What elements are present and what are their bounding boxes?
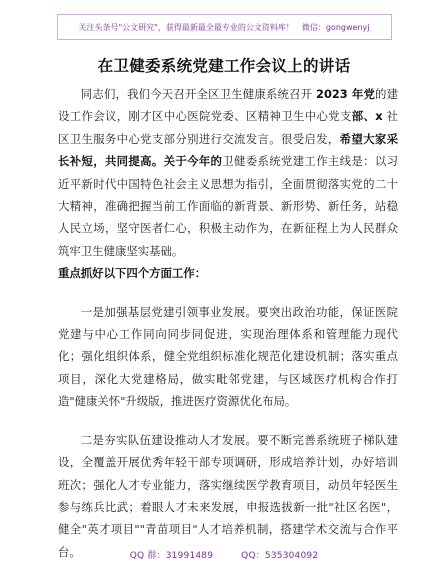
paragraph-opening xyxy=(58,83,398,262)
document-title: 在卫健委系统党建工作会议上的讲话 xyxy=(97,57,351,75)
banner-text: 关注头条号"公文研究"，获得最新最全最专业的公文资料库！ 微信：gongwenyj xyxy=(57,14,392,40)
document-body xyxy=(58,83,398,563)
text-run-bold: 部、 xyxy=(351,109,376,124)
text-run: 同志们，我们今天召开全区卫生健康系统召开 xyxy=(80,87,317,101)
paragraph-point-one: 一是加强基层党建引领事业发展。要突出政治功能，保证医院党建与中心工作同向同步同促进，实现治理体系和管理能力现代化；强化组织体系，健全党组织标准化规范化建设机制；落实重点项目，深化大党建格局，做实毗邻党建，与区域医疗机构合作打造"健康关怀"升级版，推进医疗资源优化布局。 xyxy=(58,304,398,409)
text-run-bold: 2023 年党 xyxy=(316,87,376,101)
footer-contact xyxy=(0,548,448,561)
paragraph-point-two: 二是夯实队伍建设推动人才发展。要不断完善系统班子梯队建设，全覆盖开展优秀年轻干部专项调研，形成培养计划，办好培训班次；强化人才专业能力，落实继续医学教育项目，动员年轻医生参与练兵比武；着眼人才未来发展，申报选拔新一批"社区名医"，健全"英才项目""青苗项目"人才培养机制，搭建学术交流与合作平台。 xyxy=(58,432,398,559)
text-run: 卫健委系统党 xyxy=(222,154,293,169)
paragraph-key-points: 重点抓好以下四个方面工作： xyxy=(58,266,207,281)
text-run: 的建设工作会议，刚才区中心医院党委、区精神卫生中心党支 xyxy=(58,87,398,124)
text-run-bold: 希望大家采长补短，共同提高。关于今年的 xyxy=(58,131,398,169)
text-run: 社区卫生服务中心党支部分别进行交流发言。很受启发， xyxy=(58,109,398,146)
text-run: 建工作主线是：以习近平新时代中国特色社会主义思想为指引，全面贯彻落实党的二十大精神，准确把握当前工作面临的新背景、新形势、新任务，站稳人民立场，坚守医者仁心，积极主动作为，在新征程上为人民群众筑牢卫生健康坚实基础。 xyxy=(58,154,398,258)
footer-qq-group: QQ 群：31991489 xyxy=(129,551,214,561)
footer-qq: QQ：535304092 xyxy=(241,551,319,561)
text-run-bold: x xyxy=(375,109,383,124)
top-banner xyxy=(0,12,448,42)
